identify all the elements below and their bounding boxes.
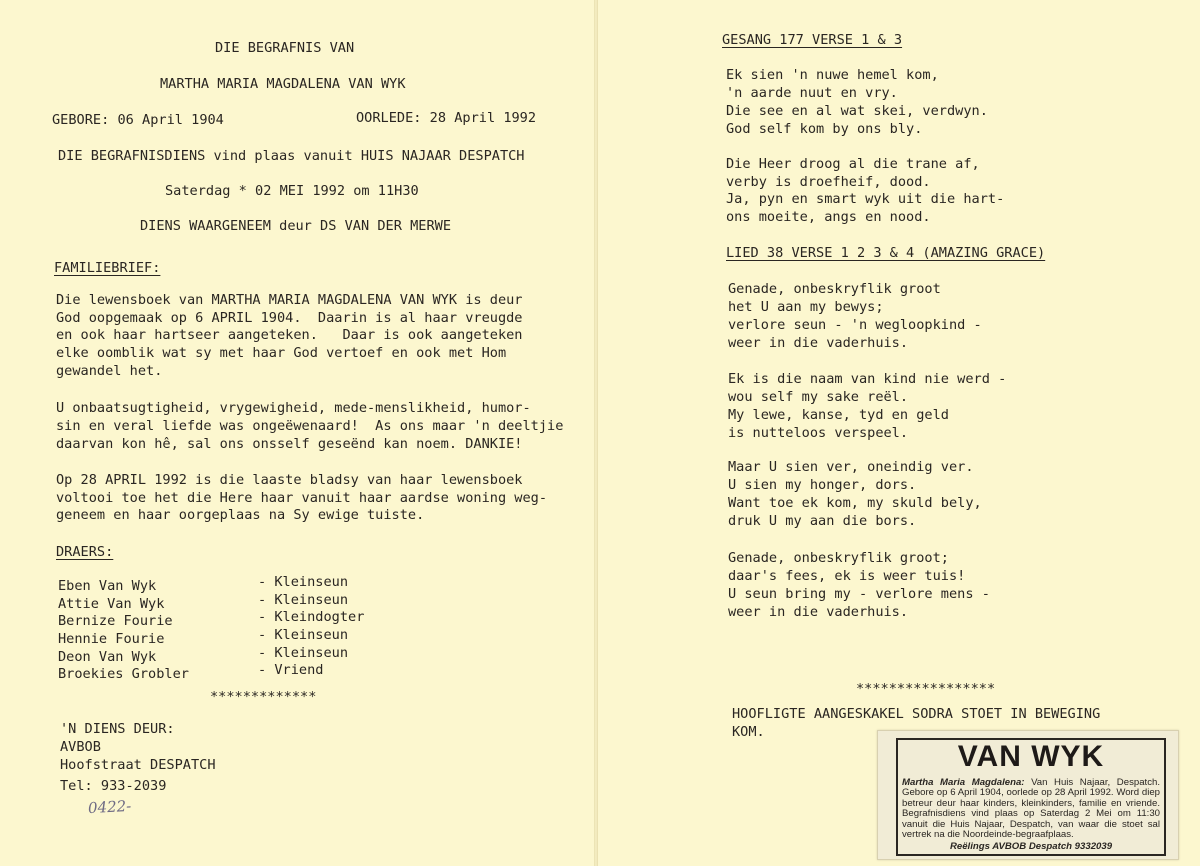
verse-line: Ja, pyn en smart wyk uit die hart- <box>726 191 1005 207</box>
verse-line: wou self my sake reël. <box>728 389 909 405</box>
text-line: Die lewensboek van MARTHA MARIA MAGDALENA VAN WYK is deur <box>56 292 523 308</box>
clipping-name: Martha Maria Magdalena: <box>902 777 1025 788</box>
death-date: OORLEDE: 28 April 1992 <box>356 110 537 126</box>
verse-line: weer in die vaderhuis. <box>728 604 909 620</box>
hymn1-heading: GESANG 177 VERSE 1 & 3 <box>722 32 903 48</box>
verse-line: Genade, onbeskryflik groot <box>728 281 941 297</box>
verse-line: verlore seun - 'n wegloopkind - <box>728 317 982 333</box>
text-line: gewandel het. <box>56 363 163 379</box>
text-line: elke oomblik wat sy met haar God vertoef en ook met Hom <box>56 345 507 361</box>
bearer-name: Broekies Grobler <box>58 666 189 682</box>
left-stars-divider: ************* <box>210 689 317 705</box>
company-name: AVBOB <box>60 739 101 755</box>
verse-line: is nutteloos verspeel. <box>728 425 909 441</box>
text-line: U onbaatsugtigheid, vrygewigheid, mede-menslikheid, humor- <box>56 400 531 416</box>
bearer-relation: - Kleinseun <box>258 574 349 590</box>
clipping-title: VAN WYK <box>957 740 1105 773</box>
bearer-relation: - Vriend <box>258 662 324 678</box>
verse-line: Ek is die naam van kind nie werd - <box>728 371 1007 387</box>
bearers-heading: DRAERS: <box>56 544 114 560</box>
letter-heading: FAMILIEBRIEF: <box>54 260 161 276</box>
clipping-frame <box>896 738 1166 856</box>
verse-line: Ek sien 'n nuwe hemel kom, <box>726 67 939 83</box>
right-stars-divider: ***************** <box>856 681 996 697</box>
verse-line: U sien my honger, dors. <box>728 477 917 493</box>
verse-line: Die see en al wat skei, verdwyn. <box>726 103 988 119</box>
verse-line: My lewe, kanse, tyd en geld <box>728 407 949 423</box>
page-fold <box>594 0 598 866</box>
text-line: geneem en haar oorgeplaas na Sy ewige tuiste. <box>56 507 425 523</box>
newspaper-clipping <box>877 730 1179 860</box>
bearer-relation: - Kleinseun <box>258 627 349 643</box>
notice-line: KOM. <box>732 724 765 740</box>
verse-line: Want toe ek kom, my skuld bely, <box>728 495 982 511</box>
verse-line: daar's fees, ek is weer tuis! <box>728 568 966 584</box>
verse-line: verby is droefheif, dood. <box>726 174 931 190</box>
verse-line: God self kom by ons bly. <box>726 121 923 137</box>
text-line: daarvan kon hê, sal ons onsself geseënd kan noem. DANKIE! <box>56 436 523 452</box>
service-date: Saterdag * 02 MEI 1992 om 11H30 <box>165 183 419 199</box>
clipping-footer: Reëlings AVBOB Despatch 9332039 <box>949 841 1113 852</box>
bearer-name: Deon Van Wyk <box>58 649 157 665</box>
verse-line: weer in die vaderhuis. <box>728 335 909 351</box>
text-line: Op 28 APRIL 1992 is die laaste bladsy van haar lewensboek <box>56 472 523 488</box>
clipping-text: Van Huis Najaar, Despatch. Gebore op 6 April 1904, oorlede op 28 April 1992. Word diep betreur deur haar kinders, kleinkinders, familie en vriende. Begrafnisdiens vind plaas op Saterdag 2 Mei om 11:30 vanuit die Huis Najaar, Despatch, van waar die stoet sal vertrek na die Noordeinde-begraafplaas. <box>902 777 1160 841</box>
company-address: Hoofstraat DESPATCH <box>60 757 216 773</box>
bearer-name: Bernize Fourie <box>58 613 173 629</box>
company-phone: Tel: 933-2039 <box>60 778 167 794</box>
text-line: voltooi toe het die Here haar vanuit haar aardse woning weg- <box>56 490 548 506</box>
verse-line: Die Heer droog al die trane af, <box>726 156 980 172</box>
verse-line: het U aan my bewys; <box>728 299 884 315</box>
deceased-name: MARTHA MARIA MAGDALENA VAN WYK <box>160 76 406 92</box>
text-line: sin en veral liefde was ongeëwenaard! As ons maar 'n deeltjie <box>56 418 564 434</box>
verse-line: Maar U sien ver, oneindig ver. <box>728 459 974 475</box>
bearer-name: Hennie Fourie <box>58 631 165 647</box>
verse-line: 'n aarde nuut en vry. <box>726 85 898 101</box>
hymn2-heading: LIED 38 VERSE 1 2 3 & 4 (AMAZING GRACE) <box>726 245 1046 261</box>
notice-line: HOOFLIGTE AANGESKAKEL SODRA STOET IN BEWEGING <box>732 706 1101 722</box>
funeral-title: DIE BEGRAFNIS VAN <box>215 40 355 56</box>
officiant: DIENS WAARGENEEM deur DS VAN DER MERWE <box>140 218 451 234</box>
verse-line: druk U my aan die bors. <box>728 513 917 529</box>
birth-date: GEBORE: 06 April 1904 <box>52 112 224 128</box>
handwritten-note: 0422- <box>87 796 132 818</box>
service-place: DIE BEGRAFNISDIENS vind plaas vanuit HUIS NAJAAR DESPATCH <box>58 148 525 164</box>
bearer-name: Eben Van Wyk <box>58 578 157 594</box>
text-line: God oopgemaak op 6 APRIL 1904. Daarin is al haar vreugde <box>56 310 523 326</box>
verse-line: ons moeite, angs en nood. <box>726 209 931 225</box>
verse-line: Genade, onbeskryflik groot; <box>728 550 949 566</box>
verse-line: U seun bring my - verlore mens - <box>728 586 990 602</box>
bearer-relation: - Kleindogter <box>258 609 365 625</box>
service-by: 'N DIENS DEUR: <box>60 721 175 737</box>
bearer-name: Attie Van Wyk <box>58 596 165 612</box>
bearer-relation: - Kleinseun <box>258 645 349 661</box>
clipping-body <box>902 778 1160 840</box>
text-line: en ook haar hartseer aangeteken. Daar is ook aangeteken <box>56 327 523 343</box>
bearer-relation: - Kleinseun <box>258 592 349 608</box>
